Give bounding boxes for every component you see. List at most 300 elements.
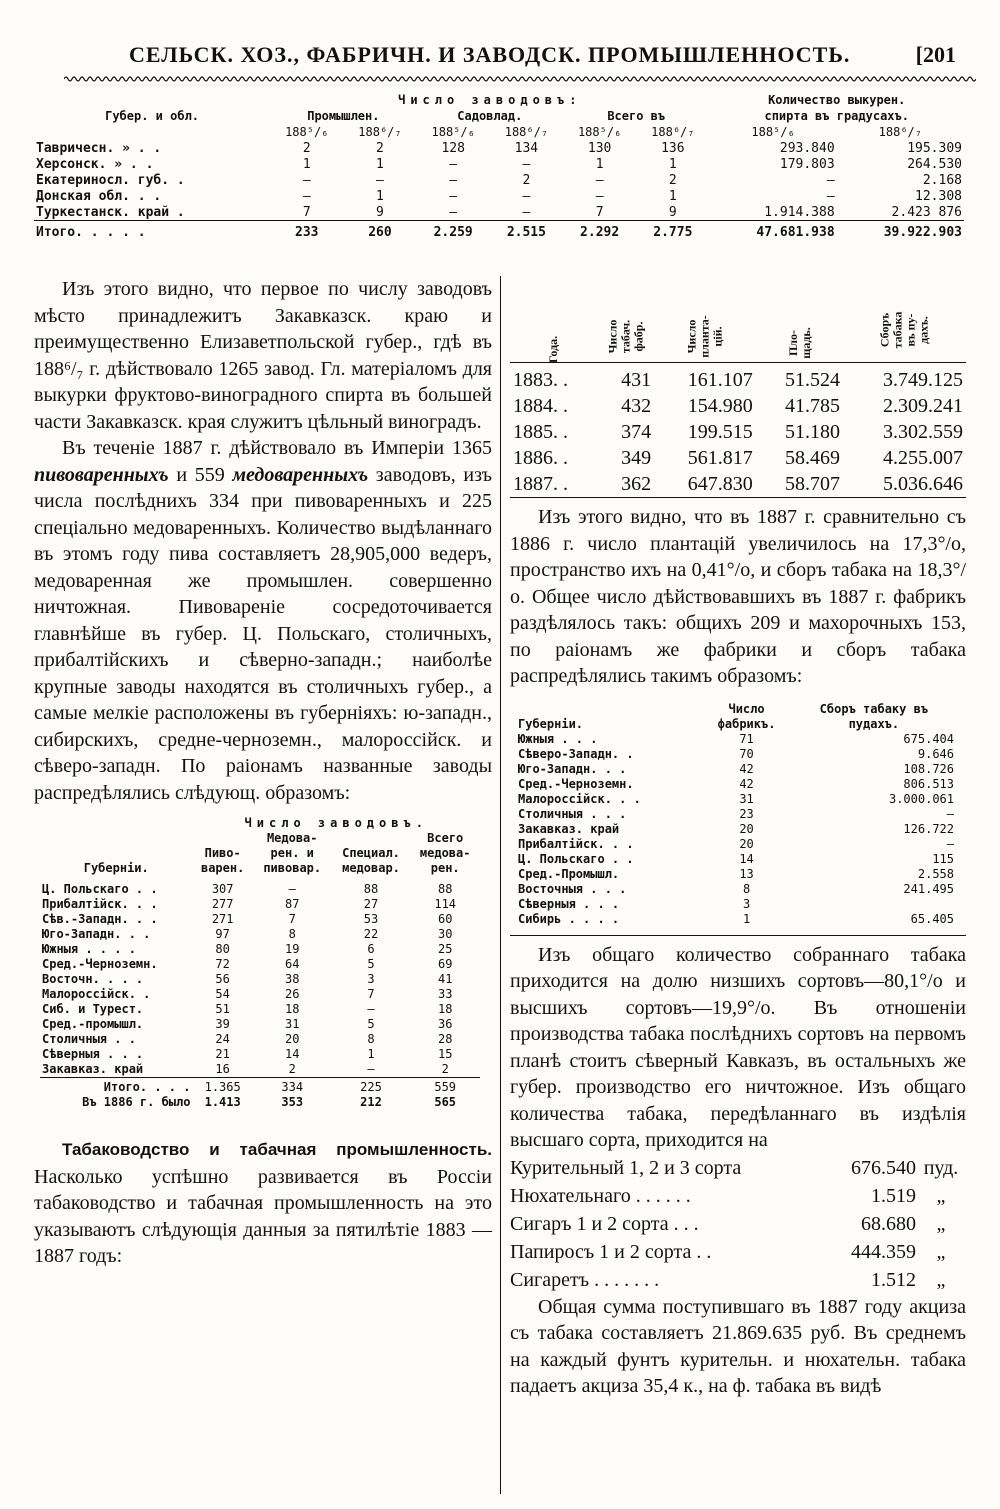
row-label: Юго-Западн. . . [42,927,151,941]
table-row [510,1266,966,1294]
table-cell: 225 [332,1078,411,1096]
table-row [510,1210,966,1238]
table-cell: 2.168 [922,172,962,188]
unit: „ [936,1268,946,1291]
table-cell: 108.726 [903,761,954,776]
table-cell: 179.803 [779,156,835,172]
table-cell: — [946,806,954,821]
table-row [516,837,956,852]
row-label: Донская обл. . . [36,188,162,204]
table-row [510,1182,966,1210]
table-cell: 38 [285,972,300,986]
paragraph: Изъ этого видно, что первое по числу заводовъ мѣсто принадлежитъ Закавказск. краю и преимущественно Елизаветпольской губер., гдѣ въ 188⁶/₇ г. дѣйствовало 1265 завод. Гл. матеріаломъ для выкурки фруктово-виноградного спирта въ большей части Закавказск. края служитъ цѣльный виноградъ. [34,278,492,433]
paragraph: Изъ общаго количество собраннаго табака приходится на долю низшихъ сортовъ—80,1°/о и высшихъ сортовъ—19,9°/о. Въ отношеніи производства табака послѣднихъ сортовъ на первомъ планѣ стоитъ сѣверный Кавказъ, въ остальныхъ же губер. производство его ничтожное. Изъ общаго количества табака, передѣланнаго въ издѣлія высшаго сорта, приходится на [510,943,966,1151]
table-cell: Ц. Польскаго . . [518,851,634,866]
year-header: 188⁵/₆ [751,125,795,139]
table-cell: Сред.-Черноземн. [518,776,634,791]
table-cell: 28 [437,1032,453,1046]
col-header: Всего медова- рен. [419,831,471,875]
table-row [40,1047,480,1062]
table-cell: 26 [285,987,300,1001]
product-table [510,1154,966,1294]
table-cell: 2.558 [917,866,954,881]
table-cell: — [522,156,531,172]
table-row [40,882,480,897]
table-cell: 5 [367,1017,375,1031]
table-cell: 51.524 [784,369,840,391]
table-cell: 7 [367,987,375,1001]
table-row [34,204,964,221]
table-row [40,1002,480,1017]
row-label: Малороссійск. . [42,987,151,1001]
table-cell: 41.785 [784,395,840,417]
table-cell: — [449,156,458,172]
table-cell: 9.646 [917,746,954,761]
table-cell: — [367,1002,375,1016]
year-header: 188⁵/₆ [431,125,475,139]
row-label: Сѣверныя . . . [42,1047,144,1061]
table-cell: 71 [739,731,754,746]
table-cell: 7 [302,204,311,220]
table-cell: — [946,836,954,851]
row-label: Закавказ. край [42,1062,144,1076]
table-cell: 154.980 [687,395,753,417]
table-row [516,807,956,822]
distillery-table [34,92,964,240]
col-header: Губерніи. [83,861,149,875]
table-cell: 2 [522,172,531,188]
table-cell: — [302,188,311,204]
table-cell: 14 [285,1047,300,1061]
table-cell: 13 [739,866,754,881]
row-label: Херсонск. » . . [36,156,154,172]
table-row [510,367,966,393]
table-cell: 8 [288,927,296,941]
unit: „ [936,1240,946,1263]
table-cell: 1.365 [192,1078,252,1096]
table-cell: 2.259 [417,221,490,241]
row-label: Южныя . . . . [42,942,136,956]
table-cell: 3 [367,972,375,986]
table-row [40,927,480,942]
table-cell: 42 [739,761,754,776]
table-cell: 64 [285,957,300,971]
table-cell: 20 [285,1032,300,1046]
table-cell: 2.515 [490,221,563,241]
table-cell: 3.000.061 [888,791,954,806]
table-cell: 199.515 [687,421,753,443]
table-cell: 1 [302,156,311,172]
col-header: Пиво- варен. [200,846,245,875]
section-heading: Табаководство и табачная промышленность. [62,1140,492,1159]
table-cell: 51.180 [784,421,840,443]
table-cell: 559 [410,1078,480,1096]
table-cell: 2 [302,140,311,156]
table-row [516,882,956,897]
table-cell: Сред.-Промышл. [518,866,620,881]
table-cell: 39.922.903 [837,221,964,241]
page [24,14,976,1494]
wavy-rule [64,74,976,84]
table-cell: 1 [668,156,677,172]
table-cell: Сѣверныя . . . [518,896,620,911]
table-cell: 51 [215,1002,230,1016]
table-cell: 1885. . [513,421,568,443]
table-cell: 18 [285,1002,300,1016]
paragraph: Общая сумма поступившаго въ 1887 году акциза съ табака составляетъ 21.869.635 руб. Въ среднемъ на каждый фунтъ курительн. и нюхательн. табака падаетъ акциза 35,4 к., на ф. табака въ видѣ [510,1295,966,1397]
table-cell: 374 [621,421,652,443]
table-cell: 30 [437,927,453,941]
row-label: Ц. Польскаго . . [42,882,158,896]
table-cell: 9 [668,204,677,220]
table-cell: 70 [739,746,754,761]
table-cell: Южныя . . . [518,731,598,746]
table-cell: 1.512 [871,1268,916,1291]
table-cell: 1 [595,156,604,172]
table-cell: 53 [363,912,379,926]
table-cell: 136 [661,140,685,156]
table-cell: 134 [514,140,539,156]
table-cell: 24 [215,1032,230,1046]
table-row [510,419,966,445]
col-header: Года. [546,335,561,364]
table-cell: 5 [367,957,375,971]
row-label: Въ 1886 г. было [82,1095,191,1109]
table-cell: 565 [434,1095,457,1109]
col-header: Число фабрикъ. [717,701,776,731]
table-cell: 12.308 [915,188,962,204]
year-header: 188⁵/₆ [285,125,329,139]
table-cell: 2.775 [636,221,709,241]
row-label: Сред.-Черноземн. [42,957,158,971]
table-row [34,188,964,204]
table-cell: 2.292 [563,221,636,241]
table-row [40,1032,480,1047]
col-header: Губерніи. [518,716,584,731]
table-row [516,912,956,927]
col-header: Садовлад. [457,109,523,123]
year-header: 188⁶/₇ [878,125,923,139]
table-cell: 4.255.007 [883,447,963,469]
table-cell: 20 [739,821,754,836]
table-cell: 561.817 [687,447,753,469]
table-row [40,987,480,1002]
paragraph: Табаководство и табачная промышленность. Насколько успѣшно развивается въ Россіи табаководство и табачная промышленность на это указываютъ слѣдующія данныя за пятилѣтіе 1883 — 1887 годъ: [34,1140,492,1267]
table-row [516,747,956,762]
table-row [510,471,966,498]
year-header: 188⁶/₇ [504,125,549,139]
table-cell: 68.680 [861,1212,916,1235]
col-header: Число табач. фабр. [605,319,646,354]
table-cell: 8 [742,881,751,896]
table-cell: 16 [215,1062,230,1076]
table-cell: Сѣверо-Западн. . [518,746,634,761]
table-cell: 353 [281,1095,304,1109]
table-cell: 31 [739,791,754,806]
column-divider [500,276,501,1494]
table-row [40,1017,480,1032]
brewery-table [40,816,480,1110]
year-header: 188⁶/₇ [358,125,402,139]
table-cell: 161.107 [687,369,753,391]
row-label: Сиб. и Турест. [42,1002,144,1016]
unit: „ [936,1212,946,1235]
table-cell: 1 [742,911,751,926]
unit: пуд. [923,1156,959,1179]
table-cell: 54 [215,987,230,1001]
table-cell [792,897,956,912]
table-row [510,393,966,419]
table-cell: 3.749.125 [883,369,963,391]
table-cell: — [826,172,835,188]
table-cell: 277 [211,897,234,911]
row-label: Сѣв.-Западн. . . [42,912,158,926]
table-cell: Столичныя . . . [518,806,627,821]
table-cell: — [522,188,531,204]
table-cell: 6 [367,942,375,956]
total-row [34,221,964,241]
table-cell: 20 [739,836,754,851]
table-cell: 806.513 [903,776,954,791]
table-row [510,1154,966,1182]
table-row [40,1062,480,1078]
paragraph: Изъ этого видно, что въ 1887 г. сравнительно съ 1886 г. число плантацій увеличилось на 17,3°/о, пространство ихъ на 0,41°/о, и сборъ табака на 18,3°/о. Общее число дѣйствовавшихъ въ 1887 г. фабрикъ раздѣлялось такъ: общихъ 209 и махорочныхъ 153, по раіонамъ же фабрики и сборъ табака распредѣлялись такимъ образомъ: [510,506,966,687]
table-cell: 19 [285,942,300,956]
table-cell: 1.519 [871,1184,916,1207]
table-cell: 1886. . [513,447,568,469]
table-cell: 3.302.559 [883,421,963,443]
table-cell: 22 [363,927,379,941]
group-header: Количество выкурен. [768,93,906,107]
table-row [40,897,480,912]
col-header: Промышлен. [307,109,380,123]
table-cell: 126.722 [903,821,954,836]
table-cell: 1884. . [513,395,568,417]
table-cell: 1.413 [204,1095,241,1109]
table-cell: 114 [434,897,457,911]
tobacco-table [510,276,966,504]
table-cell: 69 [437,957,453,971]
table-row [34,140,964,156]
row-label: Курительный 1, 2 и 3 сорта [510,1156,742,1179]
table-cell: Закавказ. край [518,821,620,836]
col-header: Число плантa- цій. [684,315,725,358]
table-row [516,897,956,912]
row-label: Сред.-промышл. [42,1017,144,1031]
table-cell: 25 [437,942,453,956]
table-cell: 21 [215,1047,230,1061]
table-row [516,732,956,747]
table-row [516,852,956,867]
table-cell: 130 [587,140,612,156]
table-cell: — [376,172,384,188]
table-cell: 18 [437,1002,453,1016]
table-cell: 58.707 [784,473,840,495]
table-cell: 675.404 [903,731,954,746]
table-row [516,792,956,807]
table-cell: 7 [288,912,296,926]
table-cell: — [449,188,458,204]
row-label: Прибалтійск. . . [42,897,158,911]
total-row [40,1078,480,1096]
table-cell: — [302,172,311,188]
table-cell: 2 [441,1062,449,1076]
table-cell: 47.681.938 [709,221,836,241]
row-label: Тавричесн. » . . [36,140,162,156]
table-row [510,445,966,471]
table-cell: 1 [376,156,384,172]
table-cell: 36 [437,1017,453,1031]
table-cell: — [449,204,458,220]
table-cell: 307 [211,882,234,896]
table-cell: 60 [437,912,453,926]
table-cell: 3 [742,896,751,911]
col-header: Пло- щадь. [785,327,813,359]
table-cell: 80 [215,942,230,956]
table-cell: 195.309 [907,140,962,156]
table-cell: — [449,172,458,188]
table-row [516,822,956,837]
row-label: Туркестанск. край . [36,204,185,220]
col-header: Медова- рен. и пивовар. [263,831,322,875]
table-cell: 97 [215,927,230,941]
table-cell: 271 [211,912,234,926]
table-cell: 88 [363,882,379,896]
left-column [34,276,492,1270]
col-header: Сборъ табака въ пу- дахъ. [877,311,931,349]
table-cell: 65.405 [910,911,954,926]
col-header: Всего въ [607,109,666,123]
table-cell: 42 [739,776,754,791]
table-cell: 128 [441,140,465,156]
table-cell: — [595,172,604,188]
table-cell: Восточныя . . . [518,881,627,896]
table-row [40,972,480,987]
table-row [40,912,480,927]
table-cell: 14 [739,851,754,866]
table-cell: 15 [437,1047,453,1061]
table-cell: Юго-Западн. . . [518,761,627,776]
year-header: 188⁶/₇ [651,125,695,139]
table-row [40,957,480,972]
table-cell: 293.840 [779,140,835,156]
table-cell: 72 [215,957,230,971]
unit: „ [936,1184,946,1207]
table-cell: 676.540 [851,1156,916,1179]
table-cell: 431 [621,369,652,391]
table-cell: 27 [363,897,379,911]
table-cell: 7 [595,204,604,220]
table-row [34,156,964,172]
col-header: Сборъ табаку въ пудахъ. [819,701,929,731]
row-label: Столичныя . . [42,1032,136,1046]
table-cell: 56 [215,972,230,986]
table-row [516,762,956,777]
table-cell: 362 [621,473,652,495]
table-cell: 2.423 876 [891,204,962,220]
table-row [516,777,956,792]
table-cell: 5.036.646 [883,473,963,495]
rule [510,935,966,936]
table-cell: 39 [215,1017,230,1031]
table-cell: Сибирь . . . . [518,911,620,926]
table-cell: 1 [367,1047,375,1061]
right-column [510,276,966,1400]
table-cell: 8 [367,1032,375,1046]
row-label: Итого. . . . [40,1078,192,1096]
table-cell: 264.530 [907,156,962,172]
table-cell: 2 [376,140,384,156]
table-cell: — [826,188,835,204]
table-cell: 41 [437,972,453,986]
table-row [516,867,956,882]
col-header: Губер. и обл. [105,109,200,123]
table-cell: Прибалтійск. . . [518,836,634,851]
table-cell: 87 [285,897,300,911]
table-cell: — [595,188,604,204]
prev-row [40,1095,480,1110]
table-cell: 2 [668,172,677,188]
row-label: Восточн. . . . [42,972,144,986]
table-cell: 260 [343,221,416,241]
group-header: Число заводовъ. [244,816,428,830]
table-cell: 33 [437,987,453,1001]
row-label: Екатериносл. губ. . [36,172,185,188]
factory-table [516,702,956,931]
table-cell: 115 [932,851,954,866]
table-cell: Малороссійск. . . [518,791,641,806]
table-cell: — [367,1062,375,1076]
table-cell: 233 [270,221,343,241]
table-cell: 349 [621,447,652,469]
table-cell: 432 [621,395,652,417]
col-header: Специал. медовар. [342,846,400,875]
row-label: Папиросъ 1 и 2 сорта . . [510,1240,712,1263]
table-cell: 1.914.388 [764,204,835,220]
row-label: Итого. . . . . [34,221,270,241]
table-cell: 58.469 [784,447,840,469]
page-header [24,14,976,68]
year-header: 188⁵/₆ [577,125,622,139]
table-row [510,1238,966,1266]
table-cell: 241.495 [903,881,954,896]
table-cell: 212 [360,1095,382,1109]
table-cell: 31 [285,1017,300,1031]
table-cell: 1 [376,188,384,204]
paragraph: Въ теченіе 1887 г. дѣйствовало въ Имперіи 1365 пивоваренныхъ и 559 медоваренныхъ заводовъ, изъ числа послѣднихъ 334 при пивоваренныхъ и 225 спеціально медоваренныхъ. Количество выдѣланнаго въ этомъ году пива составляетъ 28,905,000 ведеръ, медоваренная же промышлен. совершенно ничтожная. Пивовареніе сосредоточивается главнѣйше въ губер. Ц. Польскаго, столичныхъ, прибалтійскихъ и сѣверно-западн.; наиболѣе крупные заводы находятся въ столичныхъ губер., а самые мелкіе расположены въ губерніяхъ: ю-западн., сибирскихъ, средне-черноземн., малороссійск. и сѣверо-западн. По раіонамъ названные заводы распредѣлялись слѣдующ. образомъ: [34,437,493,804]
row-label: Сигаретъ . . . . . . . [510,1268,660,1291]
table-cell: 9 [376,204,384,220]
running-title: СЕЛЬСК. ХОЗ., ФАБРИЧН. И ЗАВОДСК. ПРОМЫШЛЕННОСТЬ. [129,42,851,67]
table-cell: 23 [739,806,754,821]
table-cell: 2.309.241 [883,395,963,417]
table-cell: 2 [288,1062,296,1076]
table-cell: 444.359 [851,1240,916,1263]
table-cell: 1883. . [513,369,568,391]
table-cell: 1 [668,188,677,204]
table-cell: 334 [253,1078,332,1096]
table-cell: 1887. . [513,473,568,495]
table-row [40,942,480,957]
table-cell: 88 [437,882,453,896]
table-cell: — [522,204,531,220]
row-label: Сигаръ 1 и 2 сорта . . . [510,1212,699,1235]
group-header: Число заводовъ: [398,93,582,107]
table-cell: — [288,882,296,896]
table-row [34,172,964,188]
table-cell: 647.830 [687,473,753,495]
row-label: Нюхательнаго . . . . . . [510,1184,691,1207]
